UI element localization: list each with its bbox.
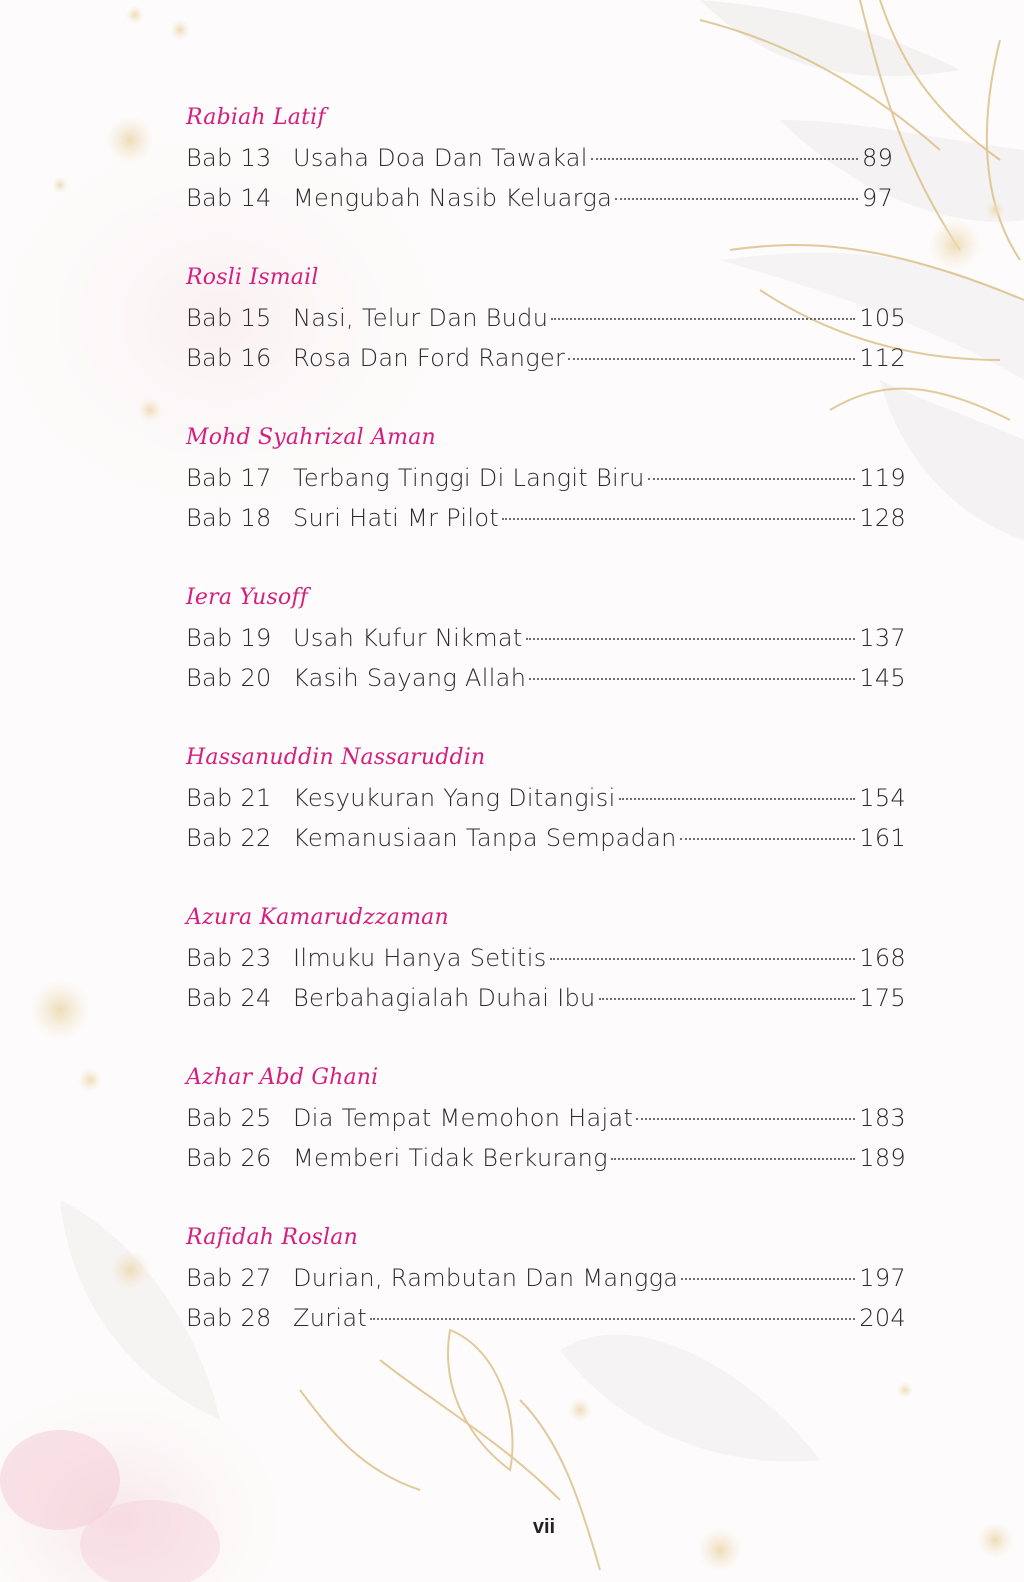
dot-leader [591, 158, 858, 160]
page-number: vii [532, 1516, 556, 1538]
dot-leader [568, 358, 855, 360]
chapter-label: Bab 22 [186, 824, 272, 852]
toc-entry[interactable] [186, 138, 906, 178]
chapter-title: Zuriat [293, 1304, 368, 1332]
dot-leader [636, 1118, 855, 1120]
toc-entry[interactable] [186, 498, 906, 538]
page-reference: 89 [862, 144, 894, 172]
dot-leader [529, 678, 855, 680]
chapter-label: Bab 19 [186, 624, 272, 652]
page-reference: 112 [859, 344, 906, 372]
page-reference: 197 [859, 1264, 906, 1292]
page-reference: 154 [859, 784, 906, 812]
toc-entry[interactable] [186, 458, 906, 498]
chapter-title: Kemanusiaan Tanpa Sempadan [293, 824, 677, 852]
chapter-label: Bab 16 [186, 344, 272, 372]
dot-leader [619, 798, 856, 800]
toc-entry[interactable] [186, 1258, 906, 1298]
dot-leader [680, 838, 856, 840]
chapter-label: Bab 21 [186, 784, 272, 812]
page-reference: 97 [862, 184, 894, 212]
chapter-title: Ilmuku Hanya Setitis [293, 944, 547, 972]
table-of-contents [186, 100, 906, 1380]
chapter-title: Berbahagialah Duhai Ibu [293, 984, 596, 1012]
chapter-label: Bab 26 [186, 1144, 272, 1172]
chapter-label: Bab 25 [186, 1104, 272, 1132]
page-reference: 161 [859, 824, 906, 852]
toc-entry[interactable] [186, 818, 906, 858]
author-name: Mohd Syahrizal Aman [186, 425, 436, 450]
dot-leader [502, 518, 855, 520]
dot-leader [599, 998, 856, 1000]
author-name: Azura Kamarudzzaman [186, 905, 449, 930]
toc-entry[interactable] [186, 1298, 906, 1338]
page-reference: 128 [859, 504, 906, 532]
toc-entry[interactable] [186, 618, 906, 658]
toc-entry[interactable] [186, 1138, 906, 1178]
toc-section [186, 740, 906, 900]
chapter-title: Nasi, Telur Dan Budu [293, 304, 549, 332]
author-name: Iera Yusoff [186, 585, 309, 610]
chapter-label: Bab 17 [186, 464, 272, 492]
toc-section [186, 900, 906, 1060]
dot-leader [681, 1278, 855, 1280]
author-name: Rafidah Roslan [186, 1225, 358, 1250]
dot-leader [648, 478, 856, 480]
chapter-title: Mengubah Nasib Keluarga [293, 184, 613, 212]
toc-section [186, 580, 906, 740]
toc-section [186, 420, 906, 580]
chapter-title: Memberi Tidak Berkurang [293, 1144, 608, 1172]
author-name: Rabiah Latif [186, 105, 326, 130]
toc-section [186, 100, 906, 260]
page-reference: 183 [859, 1104, 906, 1132]
toc-entry[interactable] [186, 1098, 906, 1138]
page-reference: 168 [859, 944, 906, 972]
chapter-title: Suri Hati Mr Pilot [293, 504, 500, 532]
toc-entry[interactable] [186, 778, 906, 818]
chapter-title: Usah Kufur Nikmat [293, 624, 523, 652]
toc-entry[interactable] [186, 298, 906, 338]
toc-entry[interactable] [186, 338, 906, 378]
chapter-title: Usaha Doa Dan Tawakal [293, 144, 588, 172]
page-reference: 189 [859, 1144, 906, 1172]
toc-section [186, 260, 906, 420]
author-name: Rosli Ismail [186, 265, 319, 290]
page-reference: 204 [859, 1304, 906, 1332]
chapter-title: Kasih Sayang Allah [293, 664, 527, 692]
page-reference: 175 [859, 984, 906, 1012]
chapter-label: Bab 20 [186, 664, 272, 692]
chapter-label: Bab 13 [186, 144, 272, 172]
toc-entry[interactable] [186, 178, 906, 218]
chapter-label: Bab 24 [186, 984, 272, 1012]
dot-leader [370, 1318, 855, 1320]
chapter-title: Durian, Rambutan Dan Mangga [293, 1264, 679, 1292]
chapter-label: Bab 27 [186, 1264, 272, 1292]
page-reference: 137 [859, 624, 906, 652]
dot-leader [550, 958, 856, 960]
page-reference: 145 [859, 664, 906, 692]
page-reference: 119 [859, 464, 906, 492]
chapter-label: Bab 23 [186, 944, 272, 972]
toc-entry[interactable] [186, 938, 906, 978]
chapter-label: Bab 28 [186, 1304, 272, 1332]
dot-leader [611, 1158, 855, 1160]
chapter-title: Kesyukuran Yang Ditangisi [293, 784, 616, 812]
toc-entry[interactable] [186, 658, 906, 698]
toc-section [186, 1220, 906, 1380]
chapter-title: Dia Tempat Memohon Hajat [293, 1104, 634, 1132]
toc-section [186, 1060, 906, 1220]
author-name: Hassanuddin Nassaruddin [186, 745, 486, 770]
chapter-label: Bab 14 [186, 184, 272, 212]
dot-leader [551, 318, 855, 320]
author-name: Azhar Abd Ghani [186, 1065, 379, 1090]
chapter-title: Terbang Tinggi Di Langit Biru [293, 464, 645, 492]
dot-leader [615, 198, 858, 200]
page-reference: 105 [859, 304, 906, 332]
dot-leader [526, 638, 856, 640]
chapter-title: Rosa Dan Ford Ranger [293, 344, 566, 372]
chapter-label: Bab 18 [186, 504, 272, 532]
chapter-label: Bab 15 [186, 304, 272, 332]
toc-entry[interactable] [186, 978, 906, 1018]
